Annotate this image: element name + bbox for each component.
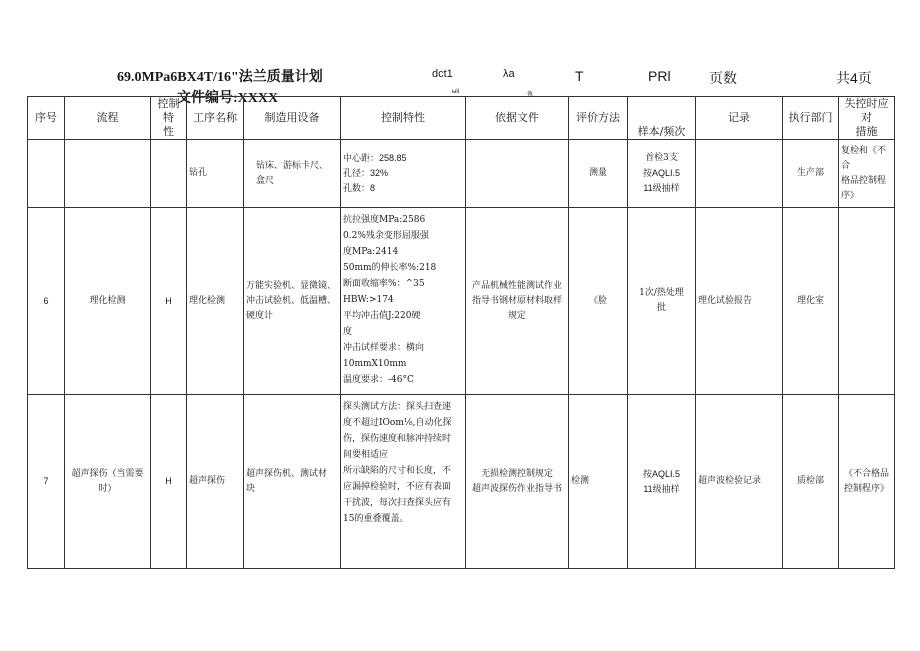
header-code-3: T (575, 68, 584, 84)
header-tiny-2: 執 (527, 92, 534, 98)
header-tiny-1: ыli (452, 89, 459, 95)
cell-process: 理化检测 (65, 208, 151, 395)
cell-sample: 1次/热处理 批 (628, 208, 696, 395)
cell-record: 超声波检验记录 (696, 395, 783, 569)
col-record: 记录 (696, 97, 783, 140)
cell-process: 超声探伤（当需要 时） (65, 395, 151, 569)
cell-dept: 理化室 (783, 208, 839, 395)
cell-equip: 钻床、游标卡尺、 盒尺 (244, 140, 341, 208)
cell-ctrl: H (151, 395, 187, 569)
cell-record (696, 140, 783, 208)
col-control-spec: 控制特性 (341, 97, 466, 140)
cell-record: 理化试验报告 (696, 208, 783, 395)
cell-eval: 《脸 (569, 208, 628, 395)
quality-plan-table (27, 96, 895, 569)
col-op-name: 工序名称 (187, 97, 244, 140)
cell-op: 钻孔 (187, 140, 244, 208)
cell-equip: 万能实验机、显微镜、 冲击试验机、低温槽、 硬度计 (244, 208, 341, 395)
header-code-2: λa (503, 68, 515, 80)
cell-spec: 抗拉强度MPa:2586 0.2%残余变形屈服强 度MPa:2414 50mm的伸长率%:218 断面收缩率%：^35 HBW:>174 平均冲击值J:220硬 度 冲击试样要求：横向 10mmX10mm 温度要求：-46°C (341, 208, 466, 395)
col-eval: 评价方法 (569, 97, 628, 140)
table-header-row (28, 97, 895, 140)
cell-seq: 6 (28, 208, 65, 395)
header-code-4: PRl (648, 68, 671, 84)
cell-dept: 质检部 (783, 395, 839, 569)
header-code-1: dct1 (432, 68, 453, 80)
cell-lossctl: 复检和《不合 格品控制程 序》 (839, 140, 895, 208)
col-basis: 依据文件 (466, 97, 569, 140)
cell-spec: 探头测试方法：探头扫查速 度不超过IOom⅛,自动化探 伤，探伤速度和脉冲持续时 间要相适应 所示缺陷的尺寸和长度，不 应漏掉检验时，不应有表面 干扰波，每次扫查探头应有 15的重叠覆盖。 (341, 395, 466, 569)
table-row (28, 140, 895, 208)
cell-sample: 首检3支 按AQLI.5 11级抽样 (628, 140, 696, 208)
col-process: 流程 (65, 97, 151, 140)
cell-lossctl (839, 208, 895, 395)
col-control-char: 控制特 性 (151, 97, 187, 140)
cell-ctrl: H (151, 208, 187, 395)
page-label: 页数 (709, 70, 737, 86)
cell-eval: 测量 (569, 140, 628, 208)
cell-basis (466, 140, 569, 208)
cell-op: 理化检测 (187, 208, 244, 395)
cell-basis: 产品机械性能测试作业 指导书钢材原材料取样 规定 (466, 208, 569, 395)
col-sample: 样本/频次 (628, 97, 696, 140)
col-lossctl: 失控时应对 措施 (839, 97, 895, 140)
table-row (28, 395, 895, 569)
cell-basis: 无损检测控制规定 超声波探伤作业指导书 (466, 395, 569, 569)
plan-title: 69.0MPa6BX4T/16"法兰质量计划 (117, 70, 323, 85)
cell-process (65, 140, 151, 208)
cell-equip: 超声探伤机、测试材 块 (244, 395, 341, 569)
cell-spec: 中心距：258.85 孔径：32% 孔数：8 (341, 140, 466, 208)
cell-seq (28, 140, 65, 208)
table-row (28, 208, 895, 395)
cell-ctrl (151, 140, 187, 208)
cell-op: 超声探伤 (187, 395, 244, 569)
col-equipment: 制造用设备 (244, 97, 341, 140)
cell-dept: 生产部 (783, 140, 839, 208)
document-number: 文件编号:XXXX (177, 91, 279, 106)
col-seq: 序号 (28, 97, 65, 140)
cell-sample: 按AQLI.5 11级抽样 (628, 395, 696, 569)
page-total: 共4页 (836, 70, 872, 86)
cell-lossctl: 《不合格品 控制程序》 (839, 395, 895, 569)
col-dept: 执行部门 (783, 97, 839, 140)
cell-seq: 7 (28, 395, 65, 569)
cell-eval: 检测 (569, 395, 628, 569)
